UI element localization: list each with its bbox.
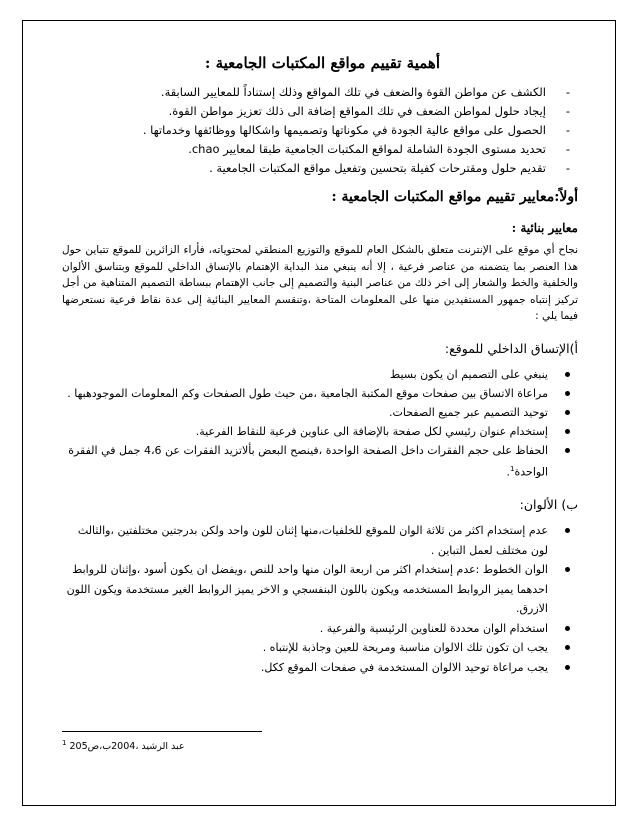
importance-list — [62, 83, 578, 178]
footnote-separator — [62, 731, 262, 732]
list-item: - إيجاد حلول لمواطن الضعف في تلك المواقع إضافة الى ذلك تعزيز مواطن القوة. — [62, 102, 578, 121]
footnote-text: عبد الرشيد ،2004ب،ص205 — [69, 741, 185, 753]
list-item: الوان الخطوط :عدم إستخدام اكثر من اربعة الوان منها واحد للنص ،ويفضل ان يكون أسود ،وإثنان للروابط احدهما يميز الروابط المستخدمه ويكون باللون البنفسجي و الاخر يميز الروابط الغير مستخدمة ويكون اللون الازرق. — [62, 560, 578, 619]
list-item: الحفاظ على حجم الفقرات داخل الصفحة الواحدة ،فينصح البعض بألاتزيد الفقرات عن 4،6 جمل في الفقرة الواحدة$^1$. — [62, 441, 578, 482]
list-item: ينبغي على التصميم ان يكون بسيط — [62, 365, 578, 384]
list-item: إستخدام عنوان رئيسي لكل صفحة بالإضافة الى عناوين فرعية للنقاط الفرعية. — [62, 422, 578, 441]
consistency-list — [62, 365, 578, 482]
list-item: توحيد التصميم عبر جميع الصفحات. — [62, 403, 578, 422]
list-item: يجب مراعاة توحيد الالوان المستخدمة في صفحات الموقع ككل. — [62, 658, 578, 678]
colors-list — [62, 521, 578, 677]
page-title: أهمية تقييم مواقع المكتبات الجامعية : — [204, 54, 440, 72]
list-item: يجب ان تكون تلك الالوان مناسبة ومريحة للعين وجاذبة للإنتباه . — [62, 638, 578, 658]
list-item: - تحديد مستوى الجودة الشاملة لمواقع المكتبات الجامعية طبقا لمعايير chao. — [62, 140, 578, 159]
document-body — [62, 52, 578, 677]
subheading-consistency: أ)الإتساق الداخلي للموقع: — [444, 340, 578, 356]
footnote-reference[interactable]: 1 — [510, 464, 515, 473]
list-item-text: الحفاظ على حجم الفقرات داخل الصفحة الواحدة ،فينصح البعض بألاتزيد الفقرات عن 4،6 جمل في الفقرة الواحدة — [68, 443, 548, 479]
list-item: - تقديم حلول ومقترحات كفيلة بتحسين وتفعيل مواقع المكتبات الجامعية . — [62, 159, 578, 178]
list-item: - الحصول على مواقع عالية الجودة في مكوناتها وتصميمها واشكالها ووظائفها وخدماتها . — [62, 121, 578, 140]
subheading-colors: ب) الألوان: — [519, 497, 578, 513]
subsection-heading: معايير بنائية : — [511, 221, 578, 235]
footnote-number: 1 — [62, 739, 67, 747]
footnote — [62, 739, 262, 752]
list-item: - الكشف عن مواطن القوة والضعف في تلك المواقع وذلك إستناداً للمعايير السابقة. — [62, 83, 578, 102]
list-item: عدم إستخدام اكثر من ثلاثة الوان للموقع للخلفيات،منها إثنان للون واحد ولكن بدرجتين مختلفتين ،والثالث لون مختلف لعمل التباين . — [62, 521, 578, 560]
structural-paragraph: نجاح أي موقع على الإنترنت متعلق بالشكل العام للموقع والتوزيع المنطقي لمحتوياته، فأراء الزائرين للموقع تتباين حول هذا العنصر بما يتضمنه من عناصر فرعية ، إلا أنه ينبغي منذ البداية الإهتمام بالإتساق الداخلي للموقع وبتناسق الألوان والخلفية والخط والشعار إلى اخر ذلك من عناصر البنية والتصميم إلى جانب الإهتمام ببساطة التصميم المتناهية من أجل تركيز إنتباه جمهور المستفيدين منها على المعلومات المتاحة ،وتنقسم المعايير البنائية إلى عدة نقاط فرعية نستعرضها فيما يلي : — [62, 244, 578, 322]
list-item: مراعاة الاتساق بين صفحات موقع المكتبة الجامعية ،من حيث طول الصفحات وكم المعلومات الموجودهبها . — [62, 384, 578, 403]
list-item: استخدام الوان محددة للعناوين الرئيسية والفرعية . — [62, 619, 578, 639]
section-heading: أولاً:معايير تقييم مواقع المكتبات الجامعية : — [331, 189, 578, 205]
